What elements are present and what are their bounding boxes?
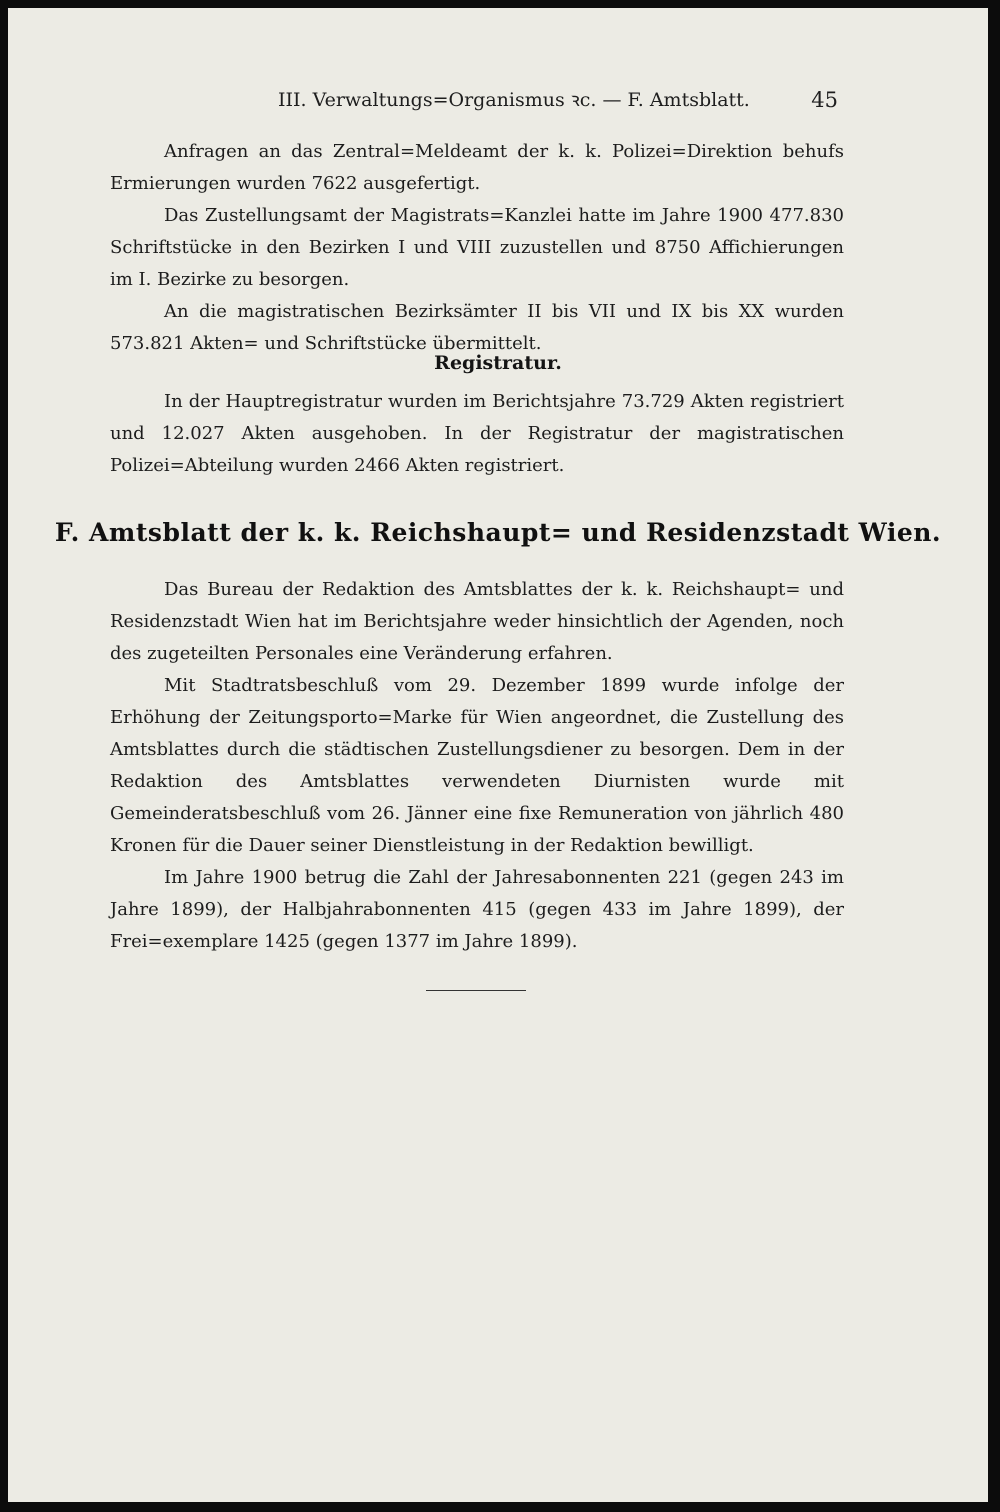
paragraph: Das Bureau der Redaktion des Amtsblattes der k. k. Reichshaupt= und Residenzstadt Wien hat im Berichtsjahre weder hinsichtlich der Agenden, noch des zugeteilten Personales eine Veränderung erfahren. (110, 579, 844, 664)
page-number: 45 (811, 88, 838, 112)
document-page (8, 8, 988, 1502)
paragraph: An die magistratischen Bezirksämter II bis VII und IX bis XX wurden 573.821 Akten= und Schriftstücke übermittelt. (110, 301, 844, 354)
paragraph: Im Jahre 1900 betrug die Zahl der Jahresabonnenten 221 (gegen 243 im Jahre 1899), der Halbjahrabonnenten 415 (gegen 433 im Jahre 1899), der Frei=exemplare 1425 (gegen 1377 im Jahre 1899). (110, 867, 844, 952)
section-end-rule (426, 990, 526, 991)
running-header (8, 86, 988, 122)
registratur-heading: Registratur. (434, 352, 562, 374)
running-title: III. Verwaltungs=Organismus ꝛc. — F. Amtsblatt. (278, 89, 750, 111)
amtsblatt-text-block (110, 574, 844, 958)
paragraph: In der Hauptregistratur wurden im Berichtsjahre 73.729 Akten registriert und 12.027 Akten ausgehoben. In der Registratur der magistratischen Polizei=Abteilung wurden 2466 Akten registriert. (110, 391, 844, 476)
section-heading-amtsblatt: F. Amtsblatt der k. k. Reichshaupt= und Residenzstadt Wien. (54, 518, 942, 547)
intro-text-block (110, 136, 844, 360)
registratur-text-block (110, 386, 844, 482)
paragraph: Anfragen an das Zentral=Meldeamt der k. k. Polizei=Direktion behufs Ermierungen wurden 7622 ausgefertigt. (110, 141, 844, 194)
paragraph: Mit Stadtratsbeschluß vom 29. Dezember 1899 wurde infolge der Erhöhung der Zeitungsporto=Marke für Wien angeordnet, die Zustellung des Amtsblattes durch die städtischen Zustellungsdiener zu besorgen. Dem in der Redaktion des Amtsblattes verwendeten Diurnisten wurde mit Gemeinderatsbeschluß vom 26. Jänner eine fixe Remuneration von jährlich 480 Kronen für die Dauer seiner Dienstleistung in der Redaktion bewilligt. (110, 675, 844, 856)
paragraph: Das Zustellungsamt der Magistrats=Kanzlei hatte im Jahre 1900 477.830 Schriftstücke in den Bezirken I und VIII zuzustellen und 8750 Affichierungen im I. Bezirke zu besorgen. (110, 205, 844, 290)
